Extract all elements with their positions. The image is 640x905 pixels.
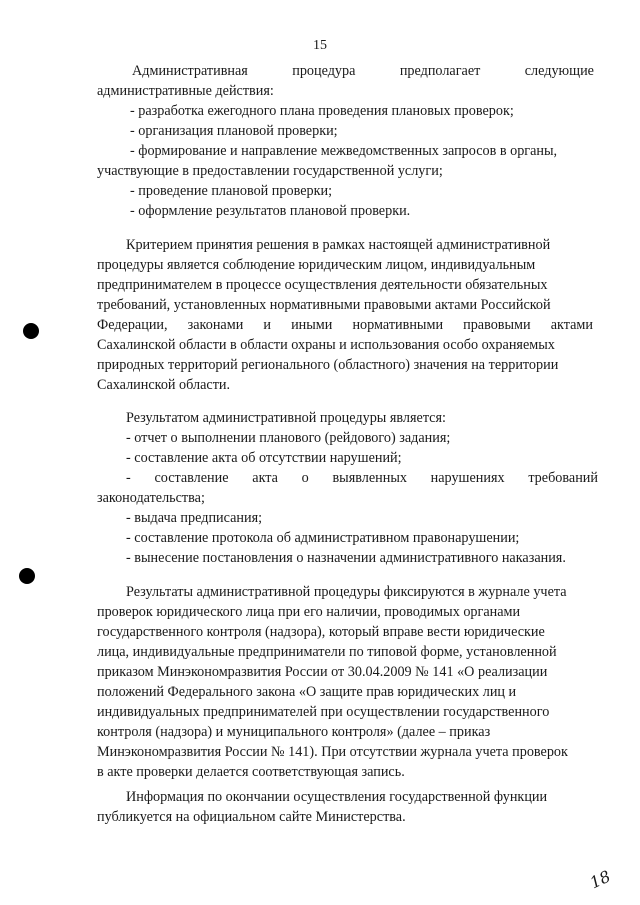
- word: -: [126, 470, 131, 486]
- word: иными: [291, 317, 333, 333]
- text-line: Сахалинской области в области охраны и использования особо охраняемых: [97, 337, 555, 353]
- text-line: административные действия:: [97, 83, 274, 99]
- word: нормативными: [352, 317, 444, 333]
- list-item: - составление протокола об административном правонарушении;: [126, 530, 520, 546]
- word: акта: [252, 470, 278, 486]
- list-item: - формирование и направление межведомственных запросов в органы,: [130, 143, 558, 159]
- text-line: [132, 62, 594, 80]
- text-line: процедуры является соблюдение юридическим лицом, индивидуальным: [97, 257, 536, 273]
- word: выявленных: [332, 470, 407, 486]
- list-item: - отчет о выполнении планового (рейдового) задания;: [126, 430, 451, 446]
- list-item: - вынесение постановления о назначении административного наказания.: [126, 550, 566, 566]
- text-line: природных территорий регионального (областного) значения на территории: [97, 357, 559, 373]
- text-line: положений Федерального закона «О защите прав юридических лиц и: [97, 684, 517, 700]
- word: процедура: [292, 63, 356, 79]
- text-line: приказом Минэкономразвития России от 30.04.2009 № 141 «О реализации: [97, 664, 548, 680]
- list-item: - выдача предписания;: [126, 510, 263, 526]
- text-line: Результатом административной процедуры является:: [126, 410, 446, 426]
- word: Федерации,: [97, 317, 168, 333]
- text-line: [97, 316, 593, 334]
- punch-hole-bottom: [19, 568, 35, 584]
- word: правовыми: [463, 317, 531, 333]
- text-line: лица, индивидуальные предприниматели по типовой форме, установленной: [97, 644, 557, 660]
- text-line: Сахалинской области.: [97, 377, 231, 393]
- word: о: [301, 470, 309, 486]
- list-item: - составление акта об отсутствии нарушений;: [126, 450, 402, 466]
- word: требований: [528, 470, 598, 486]
- word: законами: [187, 317, 244, 333]
- text-line: в акте проверки делается соответствующая запись.: [97, 764, 405, 780]
- word: и: [263, 317, 271, 333]
- word: нарушениях: [430, 470, 505, 486]
- text-line: контроля (надзора) и муниципального контроля» (далее – приказ: [97, 724, 491, 740]
- word: предполагает: [399, 63, 481, 79]
- text-line: публикуется на официальном сайте Министерства.: [97, 809, 406, 825]
- text-line: Результаты административной процедуры фиксируются в журнале учета: [126, 584, 567, 600]
- text-line: Информация по окончании осуществления государственной функции: [126, 789, 548, 805]
- text-line: Критерием принятия решения в рамках настоящей административной: [126, 237, 551, 253]
- list-item: - проведение плановой проверки;: [130, 183, 333, 199]
- list-item: - оформление результатов плановой проверки.: [130, 203, 411, 219]
- text-line: Минэкономразвития России № 141). При отсутствии журнала учета проверок: [97, 744, 568, 760]
- word: следующие: [524, 63, 594, 79]
- word: актами: [550, 317, 593, 333]
- page-number: 15: [313, 38, 327, 53]
- text-line: требований, установленных нормативными правовыми актами Российской: [97, 297, 551, 313]
- text-line: законодательства;: [97, 490, 205, 506]
- handwritten-page-number: 18: [586, 866, 614, 893]
- word: Административная: [132, 63, 248, 79]
- punch-hole-top: [23, 323, 39, 339]
- text-line: участвующие в предоставлении государственной услуги;: [97, 163, 443, 179]
- list-item: - организация плановой проверки;: [130, 123, 338, 139]
- text-line: государственного контроля (надзора), который вправе вести юридические: [97, 624, 545, 640]
- text-line: проверок юридического лица при его наличии, проводимых органами: [97, 604, 521, 620]
- word: составление: [154, 470, 229, 486]
- text-line: индивидуальных предпринимателей при осуществлении государственного: [97, 704, 550, 720]
- list-item: [126, 469, 598, 487]
- text-line: предпринимателем в процессе осуществления деятельности обязательных: [97, 277, 548, 293]
- list-item: - разработка ежегодного плана проведения плановых проверок;: [130, 103, 514, 119]
